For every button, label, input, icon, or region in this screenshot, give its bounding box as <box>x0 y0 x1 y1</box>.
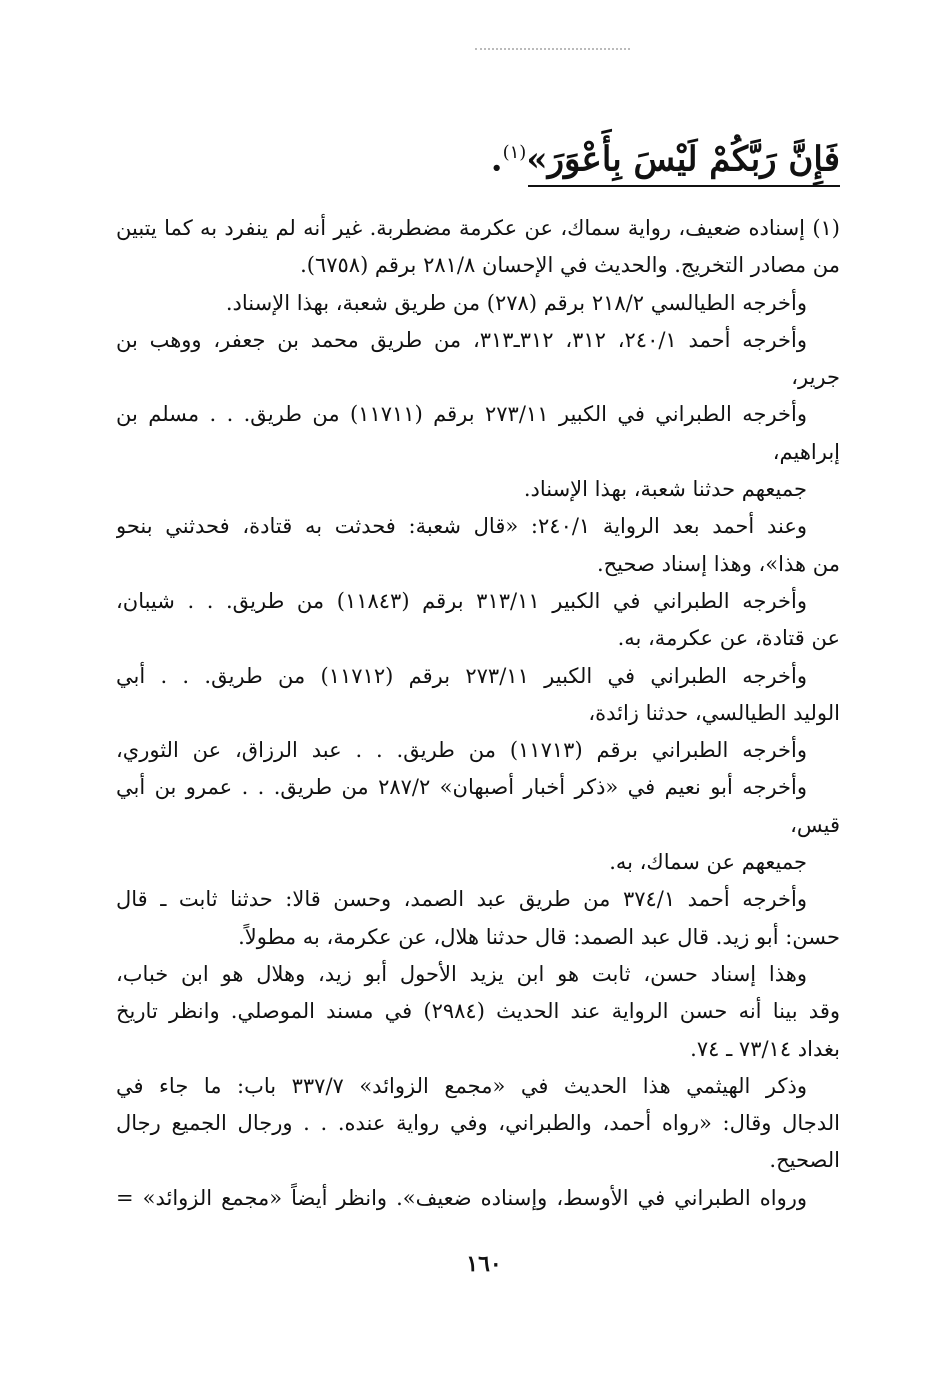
footnote-line: الصحيح. <box>769 1148 840 1173</box>
footnote-line: قيس، <box>790 812 840 837</box>
footnote-line: من هذا»، وهذا إسناد صحيح. <box>596 551 840 576</box>
footnote-line: من مصادر التخريج. والحديث في الإحسان ٢٨١/٨ برقم (٦٧٥٨). <box>300 253 840 278</box>
footnote-line: (١) إسناده ضعيف، رواية سماك، عن عكرمة مضطربة. غير أنه لم ينفرد به كما يتبين <box>116 216 840 240</box>
footnote-line: ورواه الطبراني في الأوسط، وإسناده ضعيف». وانظر أيضاً «مجمع الزوائد» = <box>116 1185 807 1210</box>
footnote-separator <box>528 185 840 187</box>
footnote-line: وأخرجه أحمد ٣٧٤/١ من طريق عبد الصمد، وحسن قالا: حدثنا ثابت ـ قال <box>116 887 807 912</box>
footnote-line: جرير، <box>791 365 840 390</box>
top-dotted-mark <box>475 48 630 50</box>
page-number: ١٦٠ <box>466 1251 502 1277</box>
footnote-line: جميعهم حدثنا شعبة، بهذا الإسناد. <box>523 477 807 502</box>
footnote-line: وعند أحمد بعد الرواية ٢٤٠/١: «قال شعبة: فحدثت به قتادة، فحدثني بنحو <box>116 514 807 539</box>
verse-end: . <box>490 139 503 180</box>
footnote-line: وأخرجه أبو نعيم في «ذكر أخبار أصبهان» ٢٨٧/٢ من طريق. . . عمرو بن أبي <box>116 775 807 800</box>
verse-body: فَإِنَّ رَبَّكُمْ لَيْسَ بِأَعْوَرَ» <box>526 139 840 180</box>
footnote-line: وأخرجه الطبراني في الكبير ٢٧٣/١١ برقم (١١٧١٢) من طريق. . . أبي <box>116 663 807 688</box>
footnote-line: وأخرجه الطبراني في الكبير ٢٧٣/١١ برقم (١١٧١١) من طريق. . . مسلم بن <box>116 402 808 427</box>
footnote-line: وهذا إسناد حسن، ثابت هو ابن يزيد الأحول أبو زيد، وهلال هو ابن خباب، <box>116 961 807 986</box>
footnote-line: وأخرجه الطبراني برقم (١١٧١٣) من طريق. . . عبد الرزاق، عن الثوري، <box>116 738 808 763</box>
footnote-line: حسن: أبو زيد. قال عبد الصمد: قال حدثنا هلال، عن عكرمة، به مطولاً. <box>238 924 840 949</box>
footnote-line: وأخرجه الطيالسي ٢١٨/٢ برقم (٢٧٨) من طريق شعبة، بهذا الإسناد. <box>225 290 807 315</box>
footnote-line: الدجال وقال: «رواه أحمد، والطبراني، وفي رواية عنده. . . ورجال الجميع رجال <box>116 1111 840 1136</box>
verse-text <box>491 128 840 184</box>
footnote-line: إبراهيم، <box>772 439 840 464</box>
footnote-line: عن قتادة، عن عكرمة، به. <box>617 626 840 651</box>
footnote-line: وذكر الهيثمي هذا الحديث في «مجمع الزوائد» ٣٣٧/٧ باب: ما جاء في <box>116 1073 807 1098</box>
footnote-block <box>116 210 840 1217</box>
footnote-line: وأخرجه الطبراني في الكبير ٣١٣/١١ برقم (١١٨٤٣) من طريق. . . شيبان، <box>116 588 807 613</box>
footnote-line: وقد بينا أنه حسن الرواية عند الحديث (٢٩٨٤) في مسند الموصلي. وانظر تاريخ <box>116 999 840 1024</box>
footnote-line: جميعهم عن سماك، به. <box>609 850 807 875</box>
footnote-line: بغداد ٧٣/١٤ ـ ٧٤. <box>690 1036 840 1061</box>
footnote-line: وأخرجه أحمد ٢٤٠/١، ٣١٢، ٣١٢ـ٣١٣، من طريق محمد بن جعفر، ووهب بن <box>116 327 808 352</box>
footnote-marker: (١) <box>502 142 527 163</box>
footnote-line: الوليد الطيالسي، حدثنا زائدة، <box>588 700 840 725</box>
